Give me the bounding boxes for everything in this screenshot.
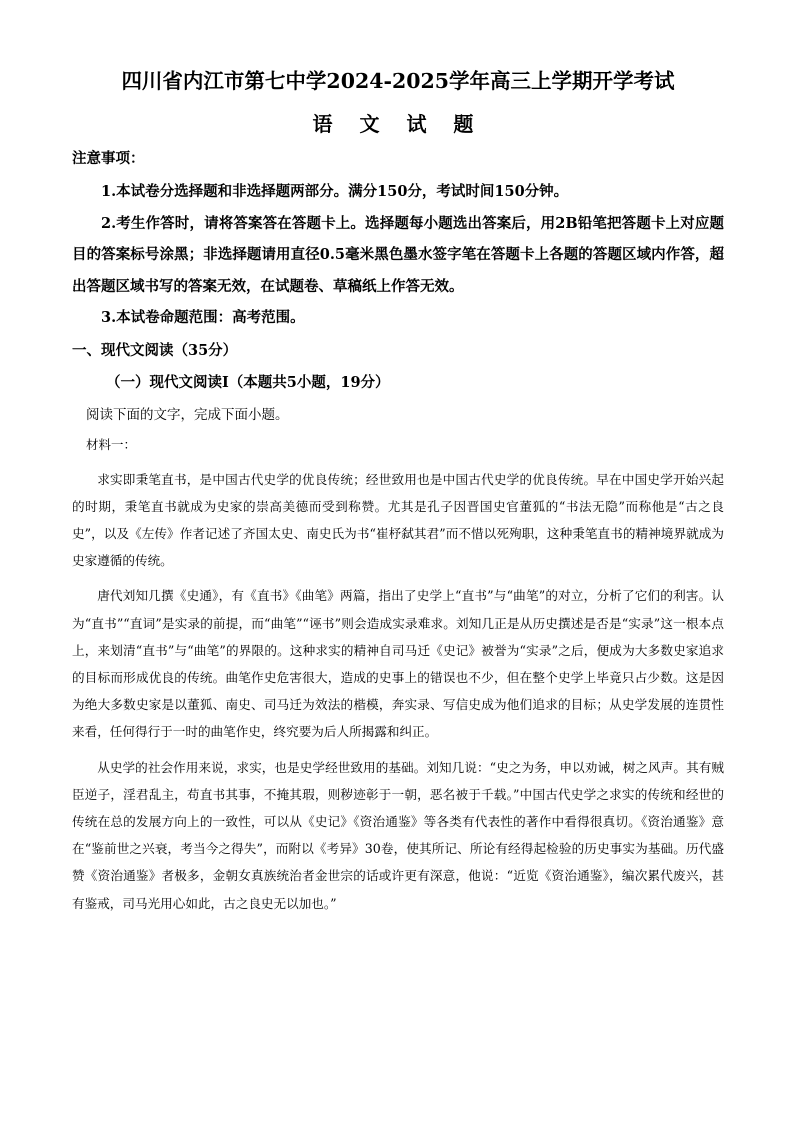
- material-paragraph-2: 唐代刘知几撰《史通》，有《直书》《曲笔》两篇，指出了史学上“直书”与“曲笔”的对立，分析了它们的利害。认为“直书”“直词”是实录的前提，而“曲笔”“诬书”则会造成实录难求。刘知几正是从历史撰述是否是“实录”这一根本点上，来划清“直书”与“曲笔”的界限的。这种求实的精神自司马迁《史记》被誉为“实录”之后，便成为大多数史家追求的目标而形成优良的传统。曲笔作史危害很大，造成的史事上的错误也不少，但在整个史学上毕竟只占少数。这是因为绝大多数史家是以董狐、南史、司马迁为效法的楷模，奔实录、写信史成为他们追求的目标；从史学发展的连贯性来看，任何得行于一时的曲笔作史，终究要为后人所揭露和纠正。: [72, 588, 724, 740]
- material-label: 材料一：: [86, 436, 137, 452]
- exam-subject-title: 语 文 试 题: [312, 112, 484, 136]
- notice-item-1: 1.本试卷分选择题和非选择题两部分。满分150分，考试时间150分钟。: [101, 183, 569, 200]
- reading-instruction: 阅读下面的文字，完成下面小题。: [86, 406, 289, 423]
- subsection-heading: （一）现代文阅读Ⅰ（本题共5小题，19分）: [106, 373, 390, 391]
- notice-item-2: 2.考生作答时，请将答案答在答题卡上。选择题每小题选出答案后，用2B铅笔把答题卡上对应题目的答案标号涂黑；非选择题请用直径0.5毫米黑色墨水签字笔在答题卡上各题的答题区域内作答，超出答题区域书写的答案无效，在试题卷、草稿纸上作答无效。: [72, 214, 724, 295]
- notice-item-3: 3.本试卷命题范围：高考范围。: [101, 309, 305, 326]
- section-heading: 一、现代文阅读（35分）: [72, 341, 238, 359]
- material-paragraph-1: 求实即秉笔直书，是中国古代史学的优良传统；经世致用也是中国古代史学的优良传统。早在中国史学开始兴起的时期，秉笔直书就成为史家的崇高美德而受到称赞。尤其是孔子因晋国史官董狐的“书法无隐”而称他是“古之良史”，以及《左传》作者记述了齐国太史、南史氏为书“崔杼弑其君”而不惜以死殉职，这种秉笔直书的精神境界就成为史家遵循的传统。: [72, 471, 724, 569]
- material-paragraph-3: 从史学的社会作用来说，求实，也是史学经世致用的基础。刘知几说：“史之为务，申以劝诫，树之风声。其有贼臣逆子，淫君乱主，苟直书其事，不掩其瑕，则秽迹彰于一朝，恶名被于千载。”中国古代史学之求实的传统和经世的传统在总的发展方向上的一致性，可以从《史记》《资治通鉴》等各类有代表性的著作中看得很真切。《资治通鉴》意在“鉴前世之兴衰，考当今之得失”，而附以《考异》30卷，使其所记、所论有经得起检验的历史事实为基础。历代盛赞《资治通鉴》者极多，金朝女真族统治者金世宗的话或许更有深意，他说：“近览《资治通鉴》，编次累代废兴，甚有鉴戒，司马光用心如此，古之良史无以加也。”: [72, 759, 724, 911]
- exam-page: [72, 66, 724, 917]
- exam-title: 四川省内江市第七中学2024-2025学年高三上学期开学考试: [121, 69, 675, 93]
- notice-heading: 注意事项：: [72, 150, 145, 167]
